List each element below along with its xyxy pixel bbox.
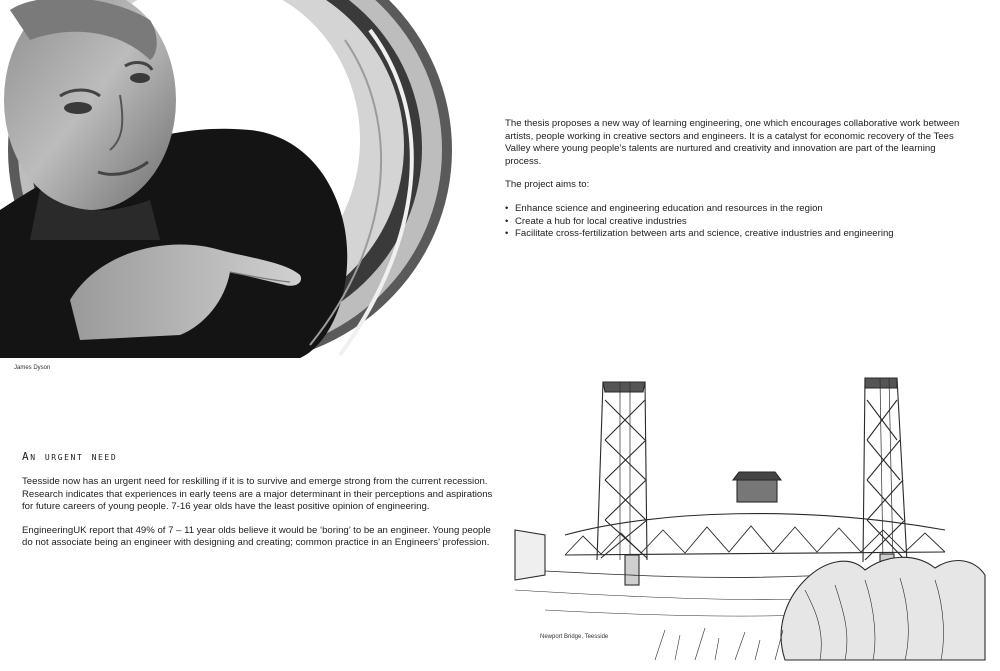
section-body [22, 476, 502, 561]
section-paragraph-2: EngineeringUK report that 49% of 7 – 11 year olds believe it would be ‘boring’ to be an engineer. Young people do not associate being an engineer with designing and creating; common practice in an Engineers’ profession. [22, 524, 491, 549]
list-item: • Create a hub for local creative industries [515, 216, 970, 229]
section-heading: An urgent need [22, 450, 118, 463]
bridge-sketch [505, 330, 1000, 666]
portrait-image [0, 0, 452, 358]
intro-paragraph: The thesis proposes a new way of learning engineering, one which encourages collaborative work between artists, people working in creative sectors and engineers. It is a catalyst for economic recovery of the Tees Valley where young people’s talents are nurtured and creativity and innovation are part of the learning process. [505, 118, 960, 167]
section-paragraph-1: Teesside now has an urgent need for reskilling if it is to survive and emerge strong from the current recession. Research indicates that experiences in early teens are a major determinant in their perceptions and aspirations for future careers of young people. 7-16 year olds have the least positive opinion of engineering. [22, 476, 493, 513]
list-item: • Enhance science and engineering education and resources in the region [515, 203, 970, 216]
photo-caption: James Dyson [14, 365, 51, 371]
aims-list [505, 203, 970, 241]
intro-block [505, 118, 970, 241]
sketch-caption: Newport Bridge, Teesside [540, 634, 609, 640]
bridge-drawing [505, 330, 1000, 666]
list-item: • Facilitate cross-fertilization between arts and science, creative industries and engineering [515, 228, 970, 241]
aims-lead: The project aims to: [505, 179, 590, 191]
portrait-photo [0, 0, 452, 358]
